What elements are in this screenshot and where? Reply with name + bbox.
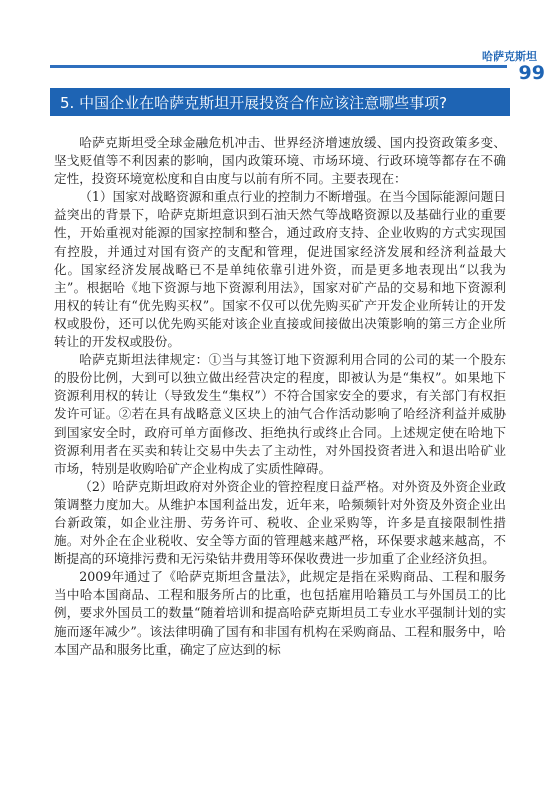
paragraph-point-2: （2）哈萨克斯坦政府对外资企业的管控程度日益严格。对外资及外资企业政策调整力度加大。从维护本国利益出发，近年来，哈频频针对外资及外资企业出台新政策，如企业注册、劳务许可、税收、企业采购等，许多是直接限制性措施。对外企在企业税收、安全等方面的管理越来越严格，环保要求越来越高，不断提高的环境排污费和无污染钻井费用等环保收费进一步加重了企业经济负担。 — [54, 478, 506, 567]
header-rule — [50, 65, 507, 68]
section-title-bar — [50, 88, 510, 116]
page-number: 99 — [518, 62, 545, 84]
paragraph-legal-provisions: 哈萨克斯坦法律规定：①当与其签订地下资源利用合同的公司的某一个股东的股份比例，大到可以独立做出经营决定的程度，即被认为是“集权”。如果地下资源利用权的转让（导致发生“集权”）不符合国家安全的要求，有关部门有权拒发许可证。②若在具有战略意义区块上的油气合作活动影响了哈经济利益并威胁到国家安全时，政府可单方面修改、拒绝执行或终止合同。上述规定使在哈地下资源利用者在买卖和转让交易中失去了主动性，对外国投资者进入和退出哈矿业市场，特别是收购哈矿产企业构成了实质性障碍。 — [54, 352, 506, 476]
body-text — [54, 134, 506, 659]
paragraph-content-law: 2009年通过了《哈萨克斯坦含量法》，此规定是指在采购商品、工程和服务当中哈本国商品、工程和服务所占的比重，也包括雇用哈籍员工与外国员工的比例，要求外国员工的数量“随着培训和提高哈萨克斯坦员工专业水平强制计划的实施而逐年减少”。该法律明确了国有和非国有机构在采购商品、工程和服务中，哈本国产品和服务比重，确定了应达到的标 — [54, 569, 506, 657]
paragraph-intro: 哈萨克斯坦受全球金融危机冲击、世界经济增速放缓、国内投资政策多变、坚戈贬值等不利因素的影响，国内政策环境、市场环境、行政环境等都存在不确定性，投资环境宽松度和自由度与以前有所不同。主要表现在： — [54, 135, 506, 187]
running-head-title: 哈萨克斯坦 — [482, 50, 537, 63]
section-title: 5. 中国企业在哈萨克斯坦开展投资合作应该注意哪些事项? — [60, 93, 448, 112]
paragraph-point-1: （1）国家对战略资源和重点行业的控制力不断增强。在当今国际能源问题日益突出的背景下，哈萨克斯坦意识到石油天然气等战略资源以及基础行业的重要性，开始重视对能源的国家控制和整合，通过政府支持、企业收购的方式实现国有控股，并通过对国有资产的支配和管理，促进国家经济发展和经济利益最大化。国家经济发展战略已不是单纯依靠引进外资，而是更多地表现出“以我为主”。根据哈《地下资源与地下资源利用法》，国家对矿产品的交易和地下资源利用权的转让有“优先购买权”。国家不仅可以优先购买矿产开发企业所转让的开发权或股份，还可以优先购买能对该企业直接或间接做出决策影响的第三方企业所转让的开发权或股份。 — [54, 189, 506, 350]
